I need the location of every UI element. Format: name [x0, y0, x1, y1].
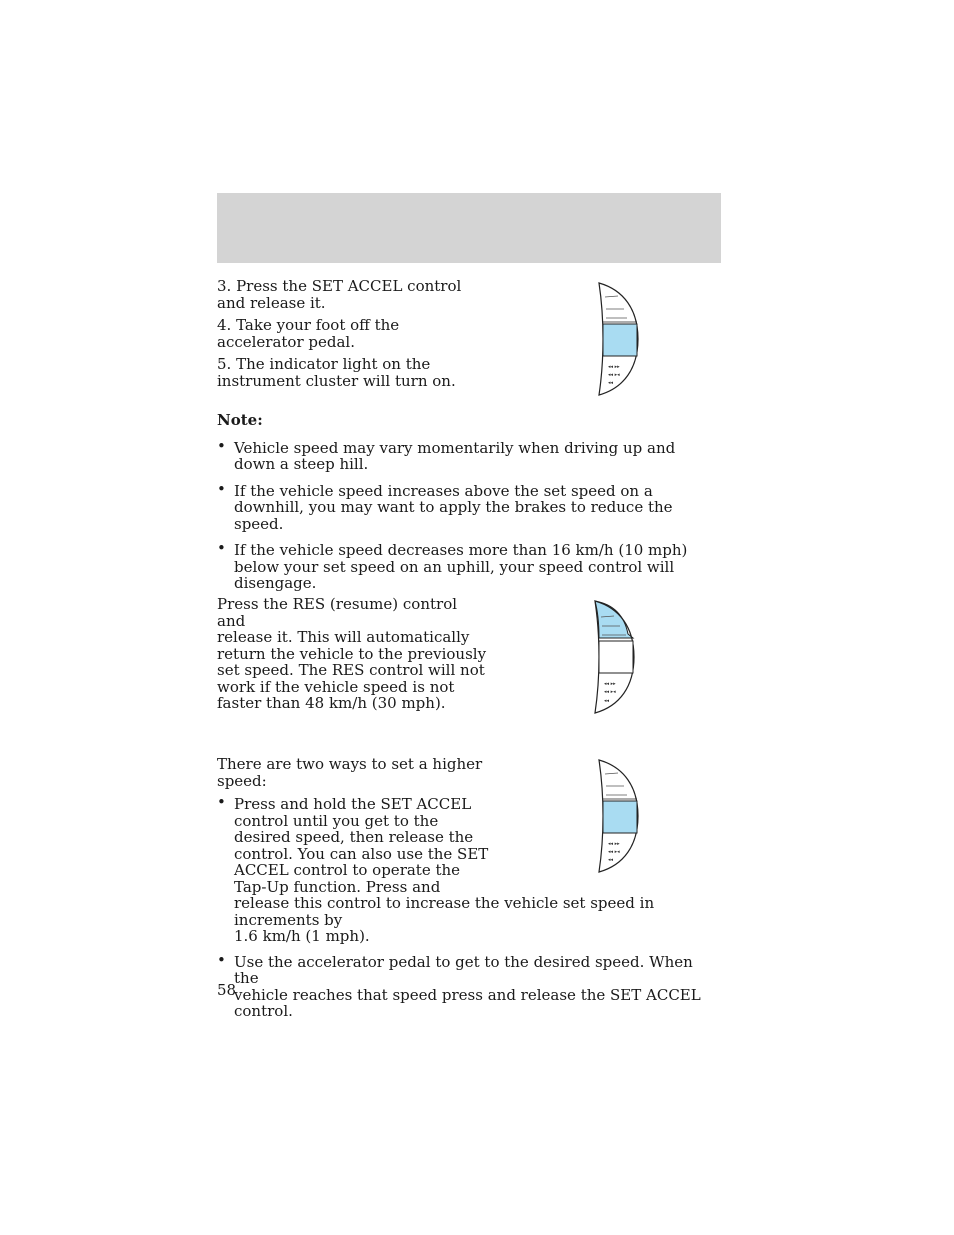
- svg-text:◂◂: ◂◂: [608, 857, 614, 863]
- note-bullet-2: • If the vehicle speed increases above the set speed on a downhill, you may want to apply the brakes to reduce the speed.: [217, 479, 673, 533]
- bullet-glyph: •: [217, 436, 226, 455]
- speed-control-set-accel-illustration-2: [594, 757, 640, 875]
- section-header-band: [217, 193, 721, 263]
- higher-bullet-2: • Use the accelerator pedal to get to the desired speed. When the vehicle reaches that speed press and release the SET ACCEL control.: [217, 950, 701, 1020]
- note-block: [217, 412, 717, 592]
- step-4: 4. Take your foot off the accelerator pedal.: [217, 316, 400, 351]
- speed-control-resume-illustration: [590, 598, 636, 716]
- resume-line: release it. This will automatically: [217, 628, 470, 646]
- svg-text:◂◂ ▸◂: ◂◂ ▸◂: [608, 372, 620, 378]
- svg-text:◂◂ ▸▸: ◂◂ ▸▸: [604, 681, 616, 687]
- bullet-glyph: •: [217, 950, 226, 969]
- svg-text:◂◂: ◂◂: [604, 698, 610, 704]
- step-5: 5. The indicator light on the instrument cluster will turn on.: [217, 355, 456, 390]
- higher-intro-line: speed:: [217, 771, 267, 790]
- bullet-glyph: •: [217, 479, 226, 498]
- resume-line: Press the RES (resume) control and: [217, 595, 458, 630]
- page-number: 58: [217, 981, 237, 999]
- resume-line: return the vehicle to the previously: [217, 644, 487, 663]
- resume-line: set speed. The RES control will not: [217, 661, 485, 679]
- speed-control-set-accel-illustration: [594, 280, 640, 398]
- step-3: 3. Press the SET ACCEL control and release it.: [217, 277, 462, 312]
- higher-speed-block: [217, 756, 717, 1020]
- bullet-glyph: •: [217, 793, 226, 811]
- bullet-glyph: •: [217, 539, 226, 557]
- note-bullet-3: • If the vehicle speed decreases more than 16 km/h (10 mph) below your set speed on an uphill, your speed control will disengage.: [217, 539, 688, 592]
- resume-line: work if the vehicle speed is not: [217, 677, 455, 696]
- svg-text:◂◂ ▸▸: ◂◂ ▸▸: [608, 841, 620, 847]
- svg-text:◂◂ ▸▸: ◂◂ ▸▸: [608, 364, 620, 370]
- svg-text:◂◂ ▸◂: ◂◂ ▸◂: [608, 849, 620, 855]
- note-bullet-1: • Vehicle speed may vary momentarily when driving up and down a steep hill.: [217, 436, 676, 473]
- resume-line: faster than 48 km/h (30 mph).: [217, 694, 446, 712]
- higher-intro-line: There are two ways to set a higher: [217, 755, 483, 773]
- steps-block: [217, 278, 477, 389]
- note-label: Note:: [217, 411, 263, 429]
- svg-text:◂◂ ▸◂: ◂◂ ▸◂: [604, 689, 616, 695]
- higher-bullet-1: • Press and hold the SET ACCEL control until you get to the desired speed, then release the control. You can also use the SET ACCEL control to operate the Tap-Up function. Press and release this control to increase the vehicle set speed in increments by 1.6 km/h (1 mph).: [217, 793, 655, 945]
- resume-paragraph: [217, 596, 487, 712]
- svg-text:◂◂: ◂◂: [608, 380, 614, 386]
